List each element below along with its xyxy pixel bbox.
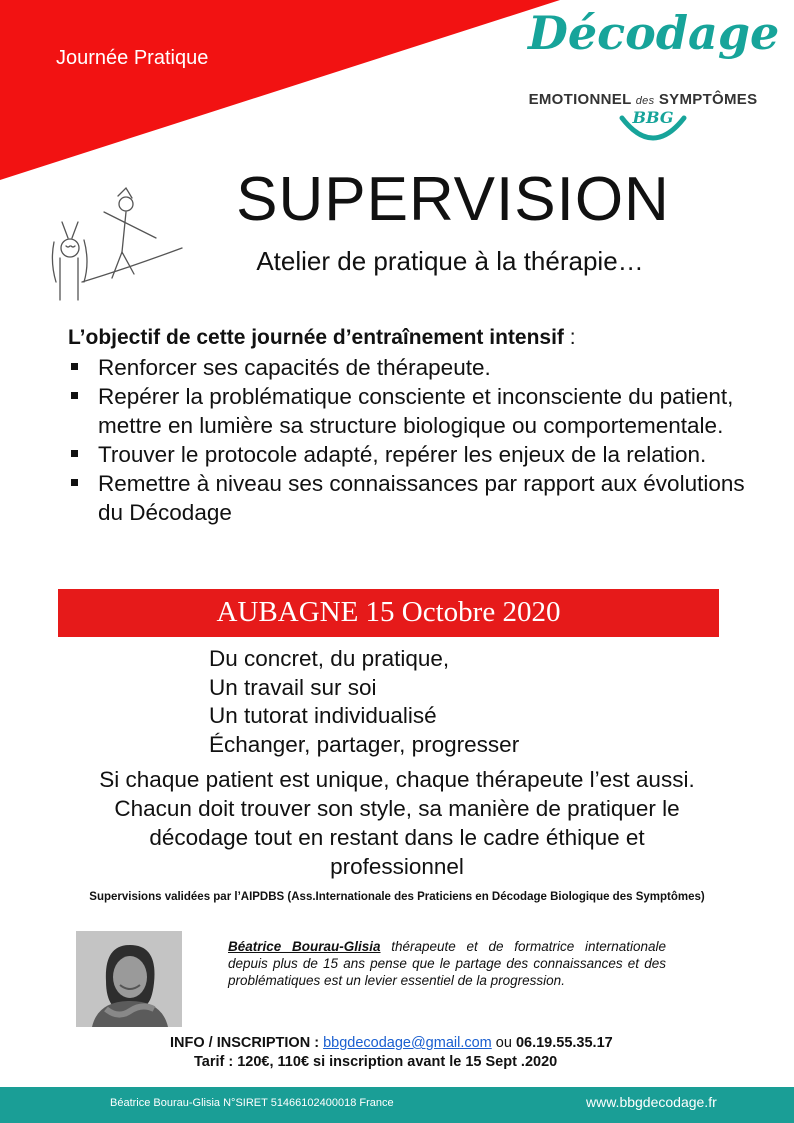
statement-line: décodage tout en restant dans le cadre éthique et [149, 825, 645, 850]
info-label: INFO / INSCRIPTION : [170, 1035, 324, 1051]
logo-title: Décodage [528, 6, 780, 60]
logo-subtitle-main: EMOTIONNEL [528, 91, 632, 108]
trainer-photo [76, 931, 182, 1027]
logo-subtitle [512, 91, 774, 108]
brand-logo [512, 0, 780, 160]
validation-note: Supervisions validées par l’AIPDBS (Ass.Internationale des Praticiens en Décodage Biologique des Symptômes) [89, 891, 705, 903]
page-subtitle: Atelier de pratique à la thérapie… [256, 246, 644, 276]
email-link[interactable]: bbgdecodage@gmail.com [323, 1035, 492, 1051]
objective-item [68, 353, 748, 382]
statement-line: Chacun doit trouver son style, sa manière de pratiquer le [114, 796, 680, 821]
info-separator: ou [491, 1035, 516, 1051]
objective-item [68, 469, 748, 527]
trainer-bio [228, 938, 666, 989]
footer-bar [0, 1087, 794, 1123]
statement-line: Si chaque patient est unique, chaque thérapeute l’est aussi. [99, 767, 695, 792]
logo-mark: BBG [632, 108, 674, 127]
objective-heading-colon: : [563, 326, 576, 349]
objective-item [68, 382, 748, 440]
trainer-portrait-icon [76, 931, 182, 1027]
objective-list [68, 353, 748, 527]
pricing-info: Tarif : 120€, 110€ si inscription avant le 15 Sept .2020 [194, 1054, 558, 1070]
bullet-square-icon [71, 392, 78, 399]
date-location-text: AUBAGNE 15 Octobre 2020 [216, 596, 561, 628]
corner-triangle [0, 0, 560, 180]
trainer-name: Béatrice Bourau-Glisia [228, 939, 381, 954]
bullet-square-icon [71, 363, 78, 370]
objective-item-text: Renforcer ses capacités de thérapeute. [98, 355, 491, 380]
perk-item: Un tutorat individualisé [209, 703, 437, 728]
bullet-square-icon [71, 450, 78, 457]
objective-item-text: Repérer la problématique consciente et inconsciente du patient, mettre en lumière sa structure biologique ou comportementale. [98, 384, 734, 438]
statement-line: professionnel [330, 854, 464, 879]
objective-heading-text: L’objectif de cette journée d’entraînement intensif [68, 326, 564, 349]
perks-list [209, 645, 519, 759]
event-type-badge: Journée Pratique [56, 47, 209, 69]
bullet-square-icon [71, 479, 78, 486]
objective-heading [68, 326, 576, 350]
contact-info [170, 1035, 613, 1051]
objective-item-text: Remettre à niveau ses connaissances par rapport aux évolutions du Décodage [98, 471, 745, 525]
trainer-bio-text: thérapeute et de formatrice internationale depuis plus de 15 ans pense que le partage des connaissances et des problématiques est un levier essentiel de la progression. [228, 939, 666, 988]
phone-number: 06.19.55.35.17 [515, 1035, 613, 1051]
statement-paragraph [20, 765, 774, 881]
page-title: SUPERVISION [236, 165, 670, 234]
perk-item: Du concret, du pratique, [209, 646, 450, 671]
objective-item-text: Trouver le protocole adapté, repérer les enjeux de la relation. [98, 442, 707, 467]
logo-subtitle-small: des [635, 95, 655, 107]
website-link[interactable]: www.bbgdecodage.fr [586, 1094, 717, 1110]
perk-item: Échanger, partager, progresser [209, 731, 520, 757]
sketch-figures-illustration [38, 182, 188, 304]
objective-item [68, 440, 748, 469]
footer-legal-text: Béatrice Bourau-Glisia N°SIRET 51466102400018 France [110, 1097, 394, 1109]
date-location-banner [58, 589, 719, 637]
logo-subtitle-end: SYMPTÔMES [658, 91, 758, 108]
perk-item: Un travail sur soi [209, 674, 377, 700]
